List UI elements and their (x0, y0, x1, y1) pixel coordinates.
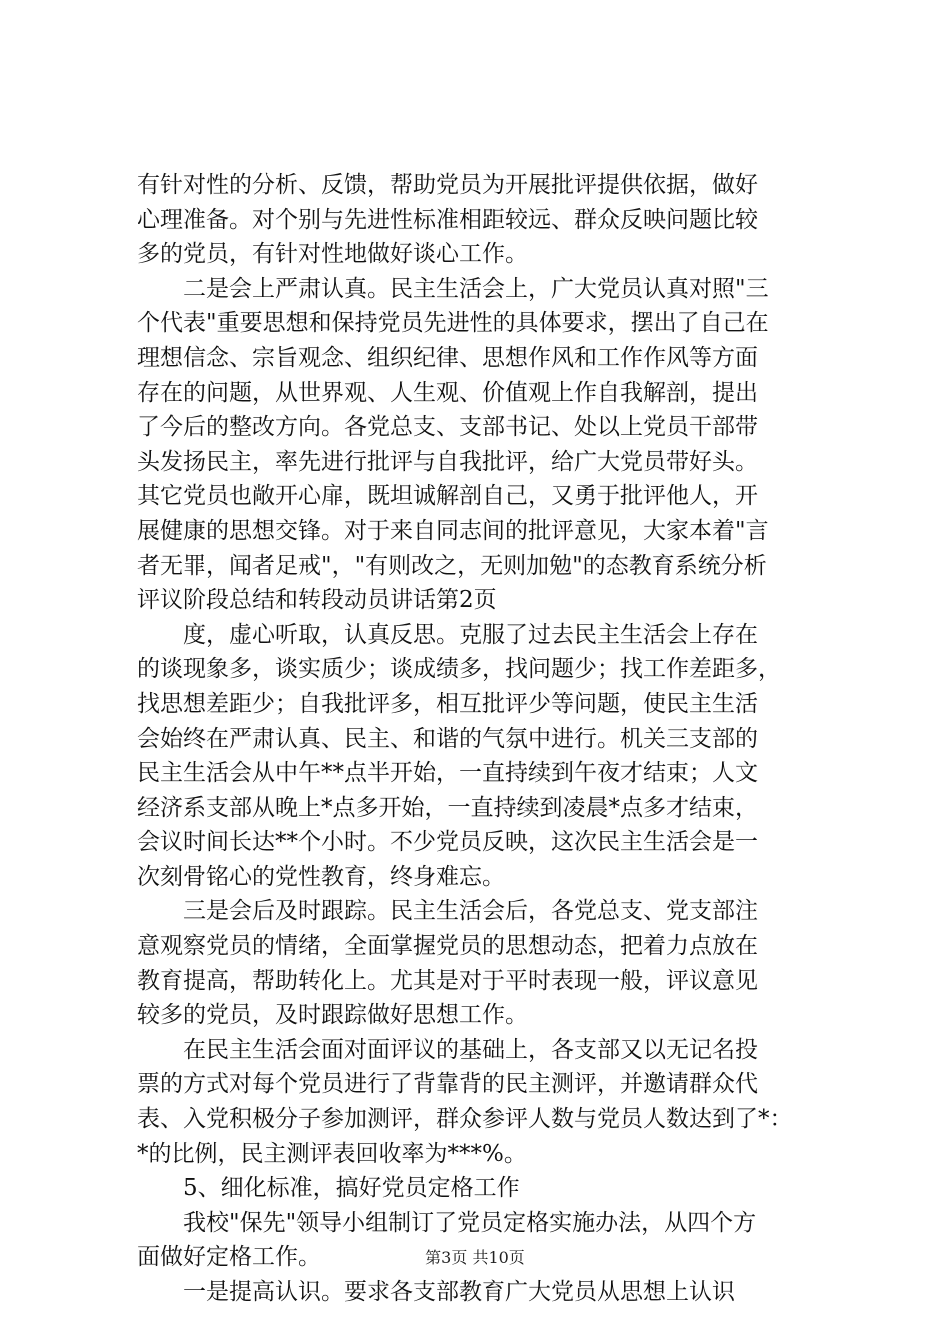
paragraph-start-line: 二是会上严肃认真。民主生活会上，广大党员认真对照"三 (183, 275, 769, 302)
paragraph-start-line: 一是提高认识。要求各支部教育广大党员从思想上认识 (183, 1279, 735, 1305)
text-line: 表、入党积极分子参加测评，群众参评人数与党员人数达到了*： (137, 1106, 793, 1133)
text-line: 评议阶段总结和转段动员讲话第2页 (137, 587, 497, 614)
text-line: 理想信念、宗旨观念、组织纪律、思想作风和工作作风等方面 (137, 344, 758, 371)
page-number-footer: 第3页 共10页 (425, 1248, 525, 1267)
text-line: 了今后的整改方向。各党总支、支部书记、处以上党员干部带 (137, 414, 758, 441)
text-line: 的谈现象多，谈实质少；谈成绩多，找问题少；找工作差距多， (137, 656, 781, 683)
text-line: 其它党员也敞开心扉，既坦诚解剖自己，又勇于批评他人，开 (137, 483, 758, 510)
text-line: 有针对性的分析、反馈，帮助党员为开展批评提供依据，做好 (137, 172, 758, 198)
text-line: *的比例，民主测评表回收率为***%。 (137, 1140, 527, 1167)
paragraph-start-line: 三是会后及时跟踪。民主生活会后，各党总支、党支部注 (183, 898, 758, 925)
text-line: 较多的党员，及时跟踪做好思想工作。 (137, 1002, 528, 1029)
body-text (137, 168, 837, 1310)
text-line: 会始终在严肃认真、民主、和谐的气氛中进行。机关三支部的 (137, 725, 758, 752)
text-line: 多的党员，有针对性地做好谈心工作。 (137, 241, 528, 268)
paragraph-start-line: 度，虚心听取，认真反思。克服了过去民主生活会上存在 (183, 621, 758, 648)
text-line: 个代表"重要思想和保持党员先进性的具体要求，摆出了自己在 (137, 310, 769, 337)
text-line: 者无罪，闻者足戒"，"有则改之，无则加勉"的态教育系统分析 (137, 552, 767, 579)
text-line: 教育提高，帮助转化上。尤其是对于平时表现一般，评议意见 (137, 967, 758, 994)
paragraph-start-line: 我校"保先"领导小组制订了党员定格实施办法，从四个方 (183, 1209, 757, 1236)
text-line: 会议时间长达**个小时。不少党员反映，这次民主生活会是一 (137, 829, 758, 856)
text-line: 次刻骨铭心的党性教育，终身难忘。 (137, 863, 505, 890)
text-line: 民主生活会从中午**点半开始，一直持续到午夜才结束；人文 (137, 760, 758, 787)
text-line: 心理准备。对个别与先进性标准相距较远、群众反映问题比较 (137, 206, 758, 233)
text-line: 展健康的思想交锋。对于来自同志间的批评意见，大家本着"言 (137, 517, 769, 544)
text-line: 面做好定格工作。 (137, 1244, 321, 1271)
section-heading: 5、细化标准，搞好党员定格工作 (183, 1175, 520, 1202)
text-line: 存在的问题，从世界观、人生观、价值观上作自我解剖，提出 (137, 379, 758, 406)
text-line: 找思想差距少；自我批评多，相互批评少等问题，使民主生活 (137, 690, 758, 717)
text-line: 票的方式对每个党员进行了背靠背的民主测评，并邀请群众代 (137, 1071, 758, 1098)
text-line: 经济系支部从晚上*点多开始，一直持续到凌晨*点多才结束， (137, 794, 758, 821)
text-line: 意观察党员的情绪，全面掌握党员的思想动态，把着力点放在 (137, 933, 758, 960)
paragraph-start-line: 在民主生活会面对面评议的基础上，各支部又以无记名投 (183, 1036, 758, 1063)
text-line: 头发扬民主，率先进行批评与自我批评，给广大党员带好头。 (137, 448, 758, 475)
